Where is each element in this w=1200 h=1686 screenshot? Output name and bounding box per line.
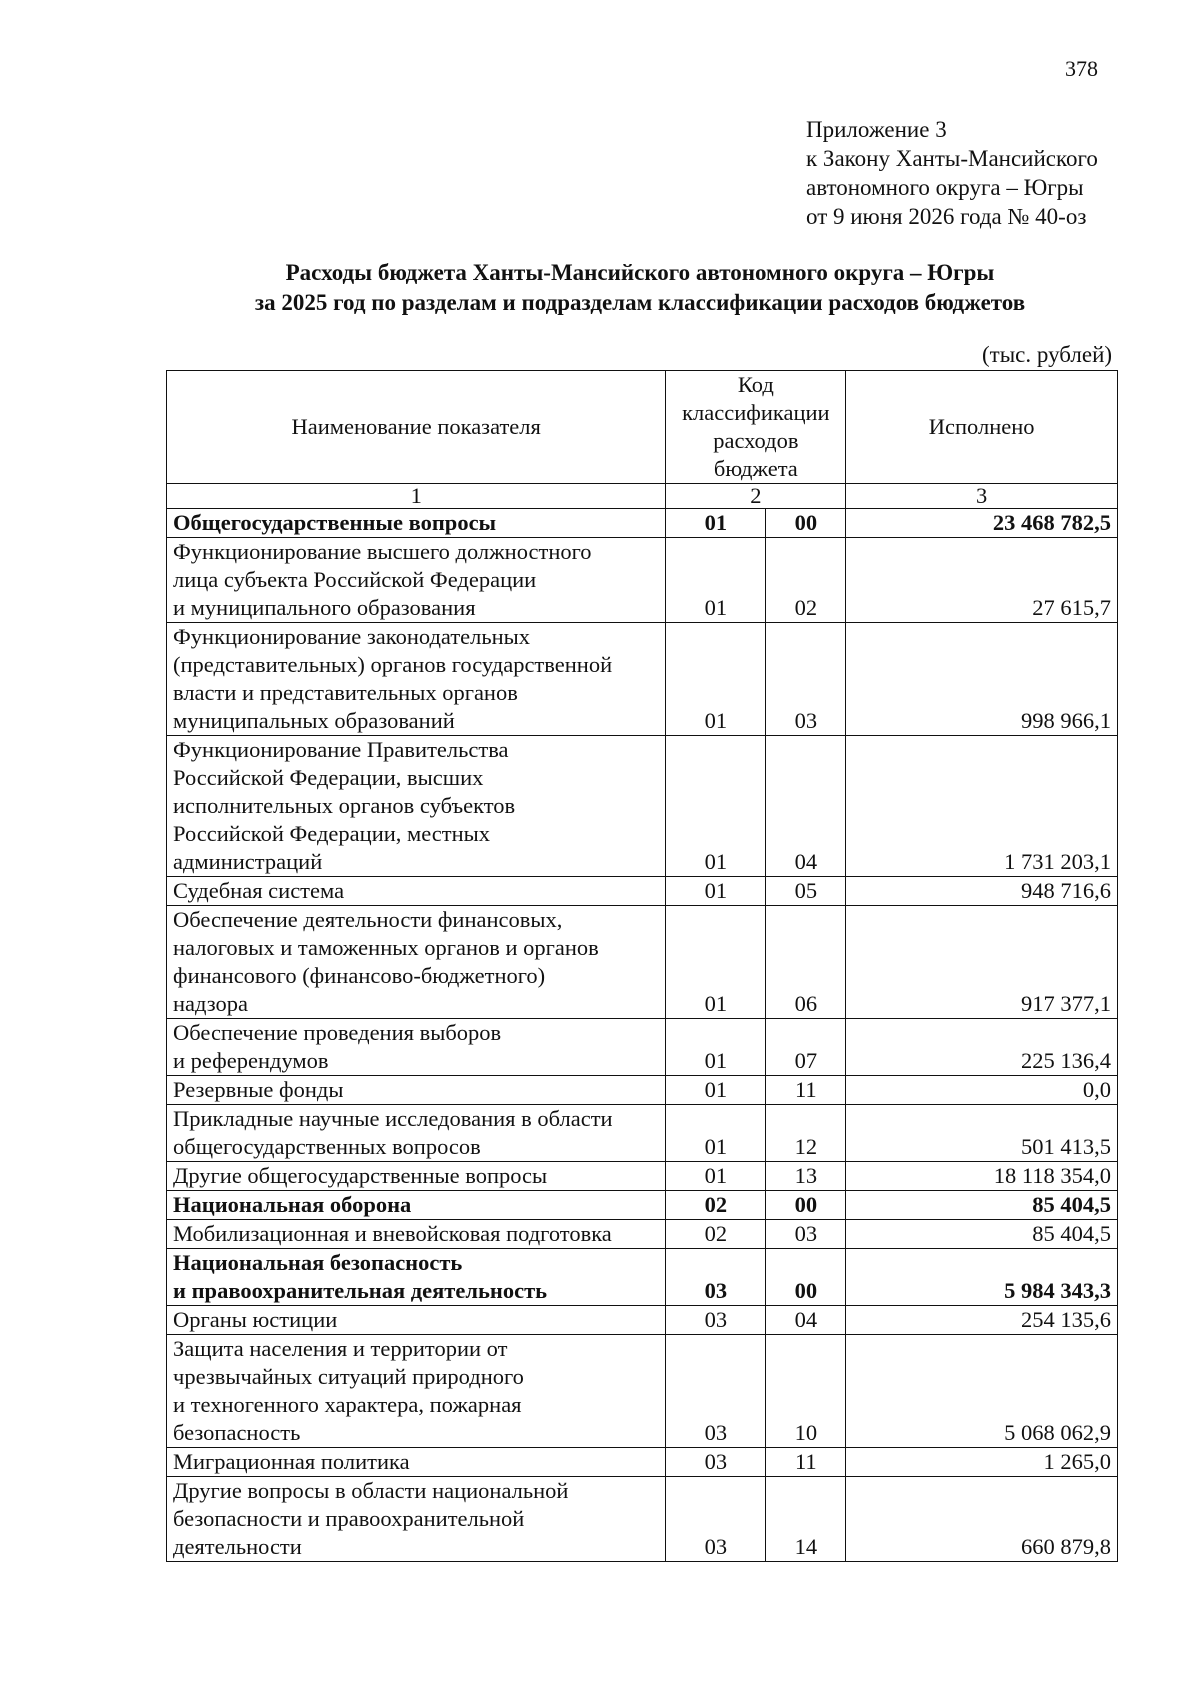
- title-line: Расходы бюджета Ханты-Мансийского автономного округа – Югры: [285, 260, 995, 285]
- row-subsection-code: 03: [766, 1220, 846, 1249]
- row-name: [167, 1191, 666, 1220]
- table-row: [167, 1249, 1118, 1306]
- row-section-code: 02: [666, 1191, 766, 1220]
- row-name-line: исполнительных органов субъектов: [173, 793, 516, 818]
- column-number: 3: [846, 484, 1118, 509]
- row-name: [167, 1019, 666, 1076]
- row-name: [167, 1076, 666, 1105]
- table-row: [167, 509, 1118, 538]
- row-name-line: Мобилизационная и вневойсковая подготовка: [173, 1221, 612, 1246]
- row-name-line: финансового (финансово-бюджетного): [173, 963, 546, 988]
- row-section-code: 01: [666, 538, 766, 623]
- row-value: 917 377,1: [846, 906, 1118, 1019]
- row-name-line: лица субъекта Российской Федерации: [173, 567, 537, 592]
- row-name-line: налоговых и таможенных органов и органов: [173, 935, 599, 960]
- column-number: 2: [666, 484, 846, 509]
- column-number-row: [167, 484, 1118, 509]
- row-name-line: администраций: [173, 849, 323, 874]
- row-subsection-code: 02: [766, 538, 846, 623]
- row-name: [167, 906, 666, 1019]
- table-row: [167, 1191, 1118, 1220]
- row-name-line: муниципальных образований: [173, 708, 455, 733]
- row-name: [167, 1306, 666, 1335]
- table-row: [167, 1220, 1118, 1249]
- row-value: 1 265,0: [846, 1448, 1118, 1477]
- row-name-line: и референдумов: [173, 1048, 329, 1073]
- header-code-line: расходов: [713, 428, 799, 453]
- table-row: [167, 1306, 1118, 1335]
- row-name-line: чрезвычайных ситуаций природного: [173, 1364, 524, 1389]
- row-section-code: 03: [666, 1477, 766, 1562]
- row-value: 998 966,1: [846, 623, 1118, 736]
- row-name-line: Другие вопросы в области национальной: [173, 1478, 569, 1503]
- row-subsection-code: 06: [766, 906, 846, 1019]
- row-name: [167, 1448, 666, 1477]
- table-row: [167, 1076, 1118, 1105]
- row-value: 5 068 062,9: [846, 1335, 1118, 1448]
- units-label: (тыс. рублей): [982, 342, 1113, 367]
- document-title: [160, 258, 1120, 318]
- row-name-line: и муниципального образования: [173, 595, 476, 620]
- row-name-line: надзора: [173, 991, 248, 1016]
- row-subsection-code: 04: [766, 736, 846, 877]
- row-name: [167, 1162, 666, 1191]
- row-name-line: Российской Федерации, высших: [173, 765, 484, 790]
- row-value: 18 118 354,0: [846, 1162, 1118, 1191]
- row-name-line: Защита населения и территории от: [173, 1336, 508, 1361]
- table-row: [167, 538, 1118, 623]
- table-row: [167, 906, 1118, 1019]
- row-name-line: общегосударственных вопросов: [173, 1134, 481, 1159]
- header-code-line: бюджета: [713, 456, 798, 481]
- row-name: [167, 509, 666, 538]
- row-section-code: 01: [666, 906, 766, 1019]
- table-row: [167, 1448, 1118, 1477]
- column-number: 1: [167, 484, 666, 509]
- row-name-line: безопасность: [173, 1420, 301, 1445]
- row-name: [167, 623, 666, 736]
- row-name-line: Органы юстиции: [173, 1307, 338, 1332]
- row-value: 948 716,6: [846, 877, 1118, 906]
- row-name-line: Национальная оборона: [173, 1192, 412, 1217]
- row-value: 501 413,5: [846, 1105, 1118, 1162]
- row-subsection-code: 11: [766, 1076, 846, 1105]
- header-code: [666, 371, 846, 484]
- row-section-code: 01: [666, 1076, 766, 1105]
- row-name-line: Функционирование законодательных: [173, 624, 531, 649]
- row-name-line: Национальная безопасность: [173, 1250, 463, 1275]
- table-row: [167, 623, 1118, 736]
- row-name-line: и правоохранительная деятельность: [173, 1278, 548, 1303]
- row-name-line: Обеспечение проведения выборов: [173, 1020, 502, 1045]
- row-value: 1 731 203,1: [846, 736, 1118, 877]
- table-row: [167, 1477, 1118, 1562]
- row-name-line: Функционирование высшего должностного: [173, 539, 592, 564]
- row-subsection-code: 13: [766, 1162, 846, 1191]
- row-name-line: Российской Федерации, местных: [173, 821, 491, 846]
- row-subsection-code: 05: [766, 877, 846, 906]
- row-section-code: 03: [666, 1448, 766, 1477]
- table-row: [167, 1019, 1118, 1076]
- row-subsection-code: 07: [766, 1019, 846, 1076]
- row-section-code: 01: [666, 877, 766, 906]
- row-subsection-code: 00: [766, 1191, 846, 1220]
- row-subsection-code: 14: [766, 1477, 846, 1562]
- row-name-line: Миграционная политика: [173, 1449, 410, 1474]
- row-section-code: 01: [666, 623, 766, 736]
- row-name: [167, 538, 666, 623]
- table-row: [167, 877, 1118, 906]
- header-row: [167, 371, 1118, 484]
- row-name-line: безопасности и правоохранительной: [173, 1506, 525, 1531]
- budget-table: [166, 370, 1118, 1562]
- table-row: [167, 1335, 1118, 1448]
- row-section-code: 03: [666, 1306, 766, 1335]
- row-subsection-code: 03: [766, 623, 846, 736]
- row-name: [167, 1105, 666, 1162]
- row-value: 5 984 343,3: [846, 1249, 1118, 1306]
- row-section-code: 01: [666, 1162, 766, 1191]
- row-name-line: деятельности: [173, 1534, 302, 1559]
- row-name-line: Резервные фонды: [173, 1077, 344, 1102]
- row-value: 254 135,6: [846, 1306, 1118, 1335]
- row-subsection-code: 11: [766, 1448, 846, 1477]
- row-section-code: 01: [666, 736, 766, 877]
- row-subsection-code: 10: [766, 1335, 846, 1448]
- header-code-line: классификации: [682, 400, 830, 425]
- row-section-code: 01: [666, 1019, 766, 1076]
- title-line: за 2025 год по разделам и подразделам классификации расходов бюджетов: [254, 290, 1026, 315]
- row-subsection-code: 00: [766, 509, 846, 538]
- row-value: 23 468 782,5: [846, 509, 1118, 538]
- row-name: [167, 1335, 666, 1448]
- row-section-code: 01: [666, 1105, 766, 1162]
- row-section-code: 02: [666, 1220, 766, 1249]
- page-number: 378: [1065, 56, 1098, 81]
- row-subsection-code: 00: [766, 1249, 846, 1306]
- row-section-code: 03: [666, 1335, 766, 1448]
- table-row: [167, 1162, 1118, 1191]
- appendix-line: от 9 июня 2026 года № 40-оз: [806, 204, 1087, 229]
- row-value: 85 404,5: [846, 1191, 1118, 1220]
- row-name: [167, 736, 666, 877]
- row-value: 27 615,7: [846, 538, 1118, 623]
- row-name: [167, 1477, 666, 1562]
- row-value: 225 136,4: [846, 1019, 1118, 1076]
- header-code-line: Код: [737, 372, 774, 397]
- table-row: [167, 736, 1118, 877]
- header-value: Исполнено: [846, 371, 1118, 484]
- row-value: 0,0: [846, 1076, 1118, 1105]
- row-subsection-code: 12: [766, 1105, 846, 1162]
- row-name-line: Функционирование Правительства: [173, 737, 509, 762]
- row-name: [167, 1249, 666, 1306]
- row-name-line: Обеспечение деятельности финансовых,: [173, 907, 563, 932]
- appendix-line: Приложение 3: [806, 117, 947, 142]
- row-name-line: Другие общегосударственные вопросы: [173, 1163, 548, 1188]
- row-name-line: Прикладные научные исследования в области: [173, 1106, 613, 1131]
- appendix-line: к Закону Ханты-Мансийского: [806, 146, 1098, 171]
- table-row: [167, 1105, 1118, 1162]
- appendix-reference: [806, 115, 1098, 231]
- row-name: [167, 1220, 666, 1249]
- row-name-line: Судебная система: [173, 878, 345, 903]
- row-name-line: (представительных) органов государственной: [173, 652, 613, 677]
- appendix-line: автономного округа – Югры: [806, 175, 1084, 200]
- row-name-line: власти и представительных органов: [173, 680, 518, 705]
- row-section-code: 03: [666, 1249, 766, 1306]
- row-section-code: 01: [666, 509, 766, 538]
- row-value: 660 879,8: [846, 1477, 1118, 1562]
- row-name: [167, 877, 666, 906]
- row-name-line: Общегосударственные вопросы: [173, 510, 497, 535]
- row-value: 85 404,5: [846, 1220, 1118, 1249]
- header-name: Наименование показателя: [167, 371, 666, 484]
- row-name-line: и техногенного характера, пожарная: [173, 1392, 522, 1417]
- row-subsection-code: 04: [766, 1306, 846, 1335]
